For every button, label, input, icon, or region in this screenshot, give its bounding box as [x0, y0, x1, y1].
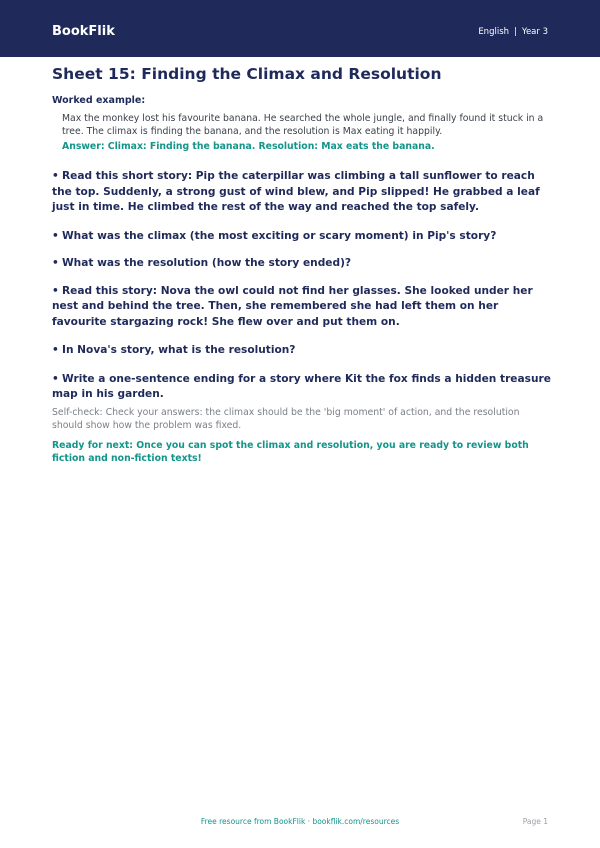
bullet-icon: • — [52, 170, 59, 182]
bullet-icon: • — [52, 372, 59, 385]
question-item — [52, 284, 552, 331]
header-meta — [478, 27, 548, 37]
question-item — [52, 343, 552, 359]
question-text: What was the climax (the most exciting or scary moment) in Pip's story? — [62, 229, 497, 242]
question-item — [52, 229, 552, 245]
meta-separator: | — [514, 27, 517, 37]
question-item — [52, 372, 552, 403]
page-number: Page 1 — [522, 817, 548, 826]
question-text: Read this story: Nova the owl could not find her glasses. She looked under her nest and behind the tree. Then, she remembered she had left them on her favourite stargazing rock! She flew over and put them on. — [52, 284, 533, 328]
bullet-icon: • — [52, 229, 59, 242]
bullet-icon: • — [52, 284, 59, 297]
worked-example-text: Max the monkey lost his favourite banana. He searched the whole jungle, and finally found it stuck in a tree. The climax is finding the banana, and the resolution is Max eating it happily. — [62, 113, 544, 137]
header-bar — [0, 0, 600, 57]
year-label: Year 3 — [521, 27, 548, 37]
ready-next-note: Ready for next: Once you can spot the climax and resolution, you are ready to review both fiction and non-fiction texts! — [52, 439, 529, 464]
worksheet-content — [52, 95, 552, 466]
question-text: What was the resolution (how the story ended)? — [62, 257, 352, 269]
worked-example-answer: Answer: Climax: Finding the banana. Resolution: Max eats the banana. — [62, 141, 435, 152]
question-item — [52, 256, 552, 272]
footer-text[interactable]: Free resource from BookFlik · bookflik.com/resources — [200, 817, 400, 826]
bullet-icon: • — [52, 257, 59, 269]
question-text: Read this short story: Pip the caterpillar was climbing a tall sunflower to reach the top. Suddenly, a strong gust of wind blew, and Pip slipped! He grabbed a leaf just in time. He climbed the rest of the way and reached the top safely. — [52, 170, 540, 213]
question-text: Write a one-sentence ending for a story where Kit the fox finds a hidden treasure map in his garden. — [52, 372, 551, 400]
question-item — [52, 169, 552, 216]
brand-logo[interactable]: BookFlik — [52, 24, 115, 39]
self-check-note: Self-check: Check your answers: the climax should be the 'big moment' of action, and the resolution should show how the problem was fixed. — [52, 406, 520, 431]
subject-label: English — [478, 27, 510, 37]
worked-example-label: Worked example: — [52, 95, 146, 106]
question-text: In Nova's story, what is the resolution? — [62, 344, 296, 356]
bullet-icon: • — [52, 344, 59, 356]
page-title: Sheet 15: Finding the Climax and Resolution — [52, 65, 442, 83]
